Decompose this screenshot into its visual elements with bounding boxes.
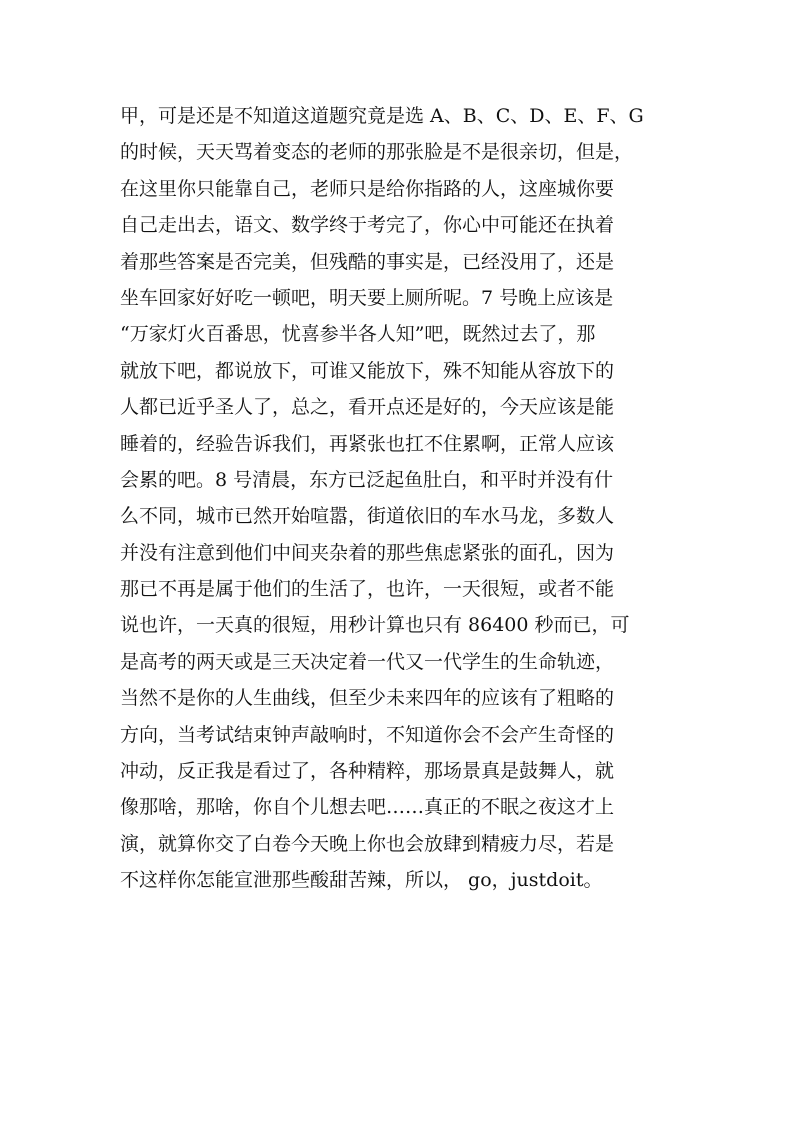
paragraph-line: 就放下吧，都说放下，可谁又能放下，殊不知能从容放下的 [120,359,615,382]
paragraph-line: “万家灯火百番思，忧喜参半各人知”吧，既然过去了，那 [120,323,596,346]
paragraph-line: 不这样你怎能宣泄那些酸甜苦辣，所以， go，justdoit。 [120,869,603,892]
paragraph-line: 像那啥，那啥，你自个儿想去吧……真正的不眠之夜这才上 [120,796,615,819]
paragraph-line: 说也许，一天真的很短，用秒计算也只有 86400 秒而已，可 [120,614,630,637]
paragraph-line: 当然不是你的人生曲线，但至少未来四年的应该有了粗略的 [120,687,615,710]
paragraph-line: 是高考的两天或是三天决定着一代又一代学生的生命轨迹， [120,650,615,673]
paragraph-line: 并没有注意到他们中间夹杂着的那些焦虑紧张的面孔，因为 [120,541,615,564]
paragraph-line: 人都已近乎圣人了，总之，看开点还是好的，今天应该是能 [120,396,615,419]
paragraph-line: 在这里你只能靠自己，老师只是给你指路的人，这座城你要 [120,177,615,200]
paragraph-line: 甲，可是还是不知道这道题究竟是选 A、B、C、D、E、F、G [120,105,644,127]
paragraph-line: 自己走出去，语文、数学终于考完了，你心中可能还在执着 [120,214,615,237]
paragraph-line: 冲动，反正我是看过了，各种精粹，那场景真是鼓舞人，就 [120,760,615,783]
paragraph-line: 演，就算你交了白卷今天晚上你也会放肆到精疲力尽，若是 [120,832,615,855]
paragraph-line: 睡着的，经验告诉我们，再紧张也扛不住累啊，正常人应该 [120,432,615,455]
paragraph-line: 着那些答案是否完美，但残酷的事实是，已经没用了，还是 [120,250,615,273]
paragraph-line: 么不同，城市已然开始喧嚣，街道依旧的车水马龙，多数人 [120,505,615,528]
paragraph-line: 的时候，天天骂着变态的老师的那张脸是不是很亲切，但是， [120,141,634,164]
paragraph-line: 坐车回家好好吃一顿吧，明天要上厕所呢。7 号晚上应该是 [120,286,614,309]
paragraph-line: 那已不再是属于他们的生活了，也许，一天很短，或者不能 [120,578,615,601]
paragraph-line: 会累的吧。8 号清晨，东方已泛起鱼肚白，和平时并没有什 [120,468,614,491]
body-paragraph [120,98,680,899]
paragraph-line: 方向，当考试结束钟声敲响时，不知道你会不会产生奇怪的 [120,723,615,746]
